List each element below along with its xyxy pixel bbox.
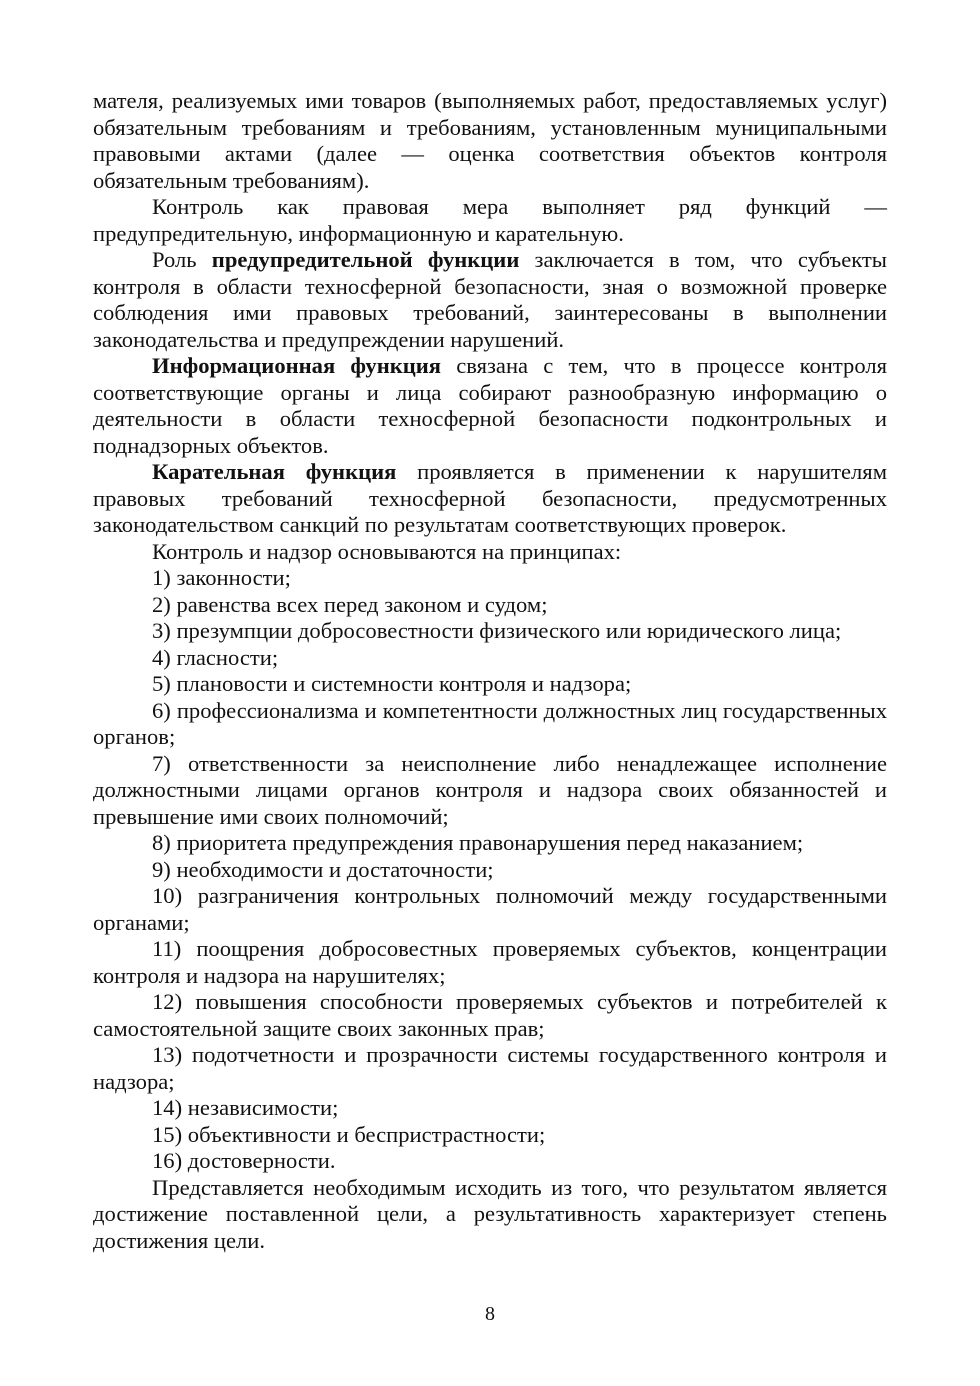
text-run: 12) повышения способности проверяемых субъектов и потребителей к самостоятельной защите своих законных прав; [93,989,887,1041]
text-run: 13) подотчетности и прозрачности системы государственного контроля и надзора; [93,1042,887,1094]
text-run: 8) приоритета предупреждения правонарушения перед наказанием; [152,830,804,855]
text-run: 10) разграничения контрольных полномочий между государственными органами; [93,883,887,935]
text-run: проявляется в применении к нарушителям правовых требований техносферной безопасности, предусмотренных законодательством санкций по результатам соответствующих проверок. [93,459,887,537]
paragraph-item-3 [93,618,887,645]
paragraph-principles-intro [93,539,887,566]
paragraph-item-9 [93,857,887,884]
paragraph-item-16 [93,1148,887,1175]
paragraph-item-11 [93,936,887,989]
paragraph-conclusion [93,1175,887,1255]
text-run: 1) законности; [152,565,291,590]
paragraph-item-12 [93,989,887,1042]
bold-term: предупредительной функции [211,247,520,272]
text-run: Контроль как правовая мера выполняет ряд функций — предупредительную, информационную и карательную. [93,194,887,246]
bold-term: Карательная функция [152,459,397,484]
text-run: 4) гласности; [152,644,279,670]
text-run: Контроль и надзор основываются на принципах: [152,538,622,564]
paragraph-preventive [93,247,887,353]
text-run: Представляется необходимым исходить из того, что результатом является достижение поставленной цели, а результативность характеризует степень достижения цели. [93,1174,887,1253]
paragraph-information [93,353,887,459]
page-number: 8 [485,1303,495,1325]
paragraph-item-15 [93,1122,887,1149]
text-run: связана с тем, что в процессе контроля соответствующие органы и лица собирают разнообразную информацию о деятельности в области техносферной безопасности подконтрольных и поднадзорных объектов. [93,353,887,458]
text-run: 16) достоверности. [152,1148,336,1173]
text-run: 2) равенства всех перед законом и судом; [152,591,548,617]
text-run: 9) необходимости и достаточности; [152,856,494,882]
text-run: 7) ответственности за неисполнение либо ненадлежащее исполнение должностными лицами органов контроля и надзора своих обязанностей и превышение ими своих полномочий; [93,750,887,829]
paragraph-functions [93,194,887,247]
paragraph-item-6 [93,698,887,751]
text-run: 5) плановости и системности контроля и надзора; [152,671,632,696]
paragraph-item-1 [93,565,887,592]
page-body [93,88,887,1254]
paragraph-item-13 [93,1042,887,1095]
paragraph-item-14 [93,1095,887,1122]
paragraph-punitive [93,459,887,539]
paragraph-item-5 [93,671,887,698]
bold-term: Информационная функция [152,353,442,378]
paragraph-item-4 [93,645,887,672]
text-run: 15) объективности и беспристрастности; [152,1121,546,1147]
paragraph-item-7 [93,751,887,831]
paragraph-item-2 [93,592,887,619]
text-run: мателя, реализуемых ими товаров (выполняемых работ, предоставляемых услуг) обязательным требованиям и требованиям, установленным муниципальными правовыми актами (далее — оценка соответствия объектов контроля обязательным требованиям). [93,88,887,193]
text-run: Роль [152,247,212,272]
paragraph-intro-continued [93,88,887,194]
text-run: заключается в том, что субъекты контроля в области техносферной безопасности, зная о возможной проверке соблюдения ими правовых требований, заинтересованы в выполнении законодательства и предупреждении нарушений. [93,247,887,352]
text-run: 14) независимости; [152,1095,339,1120]
text-run: 11) поощрения добросовестных проверяемых субъектов, концентрации контроля и надзора на нарушителях; [93,936,887,988]
text-run: 6) профессионализма и компетентности должностных лиц государственных органов; [93,697,887,749]
text-run: 3) презумпции добросовестности физического или юридического лица; [152,618,842,643]
paragraph-item-10 [93,883,887,936]
paragraph-item-8 [93,830,887,857]
